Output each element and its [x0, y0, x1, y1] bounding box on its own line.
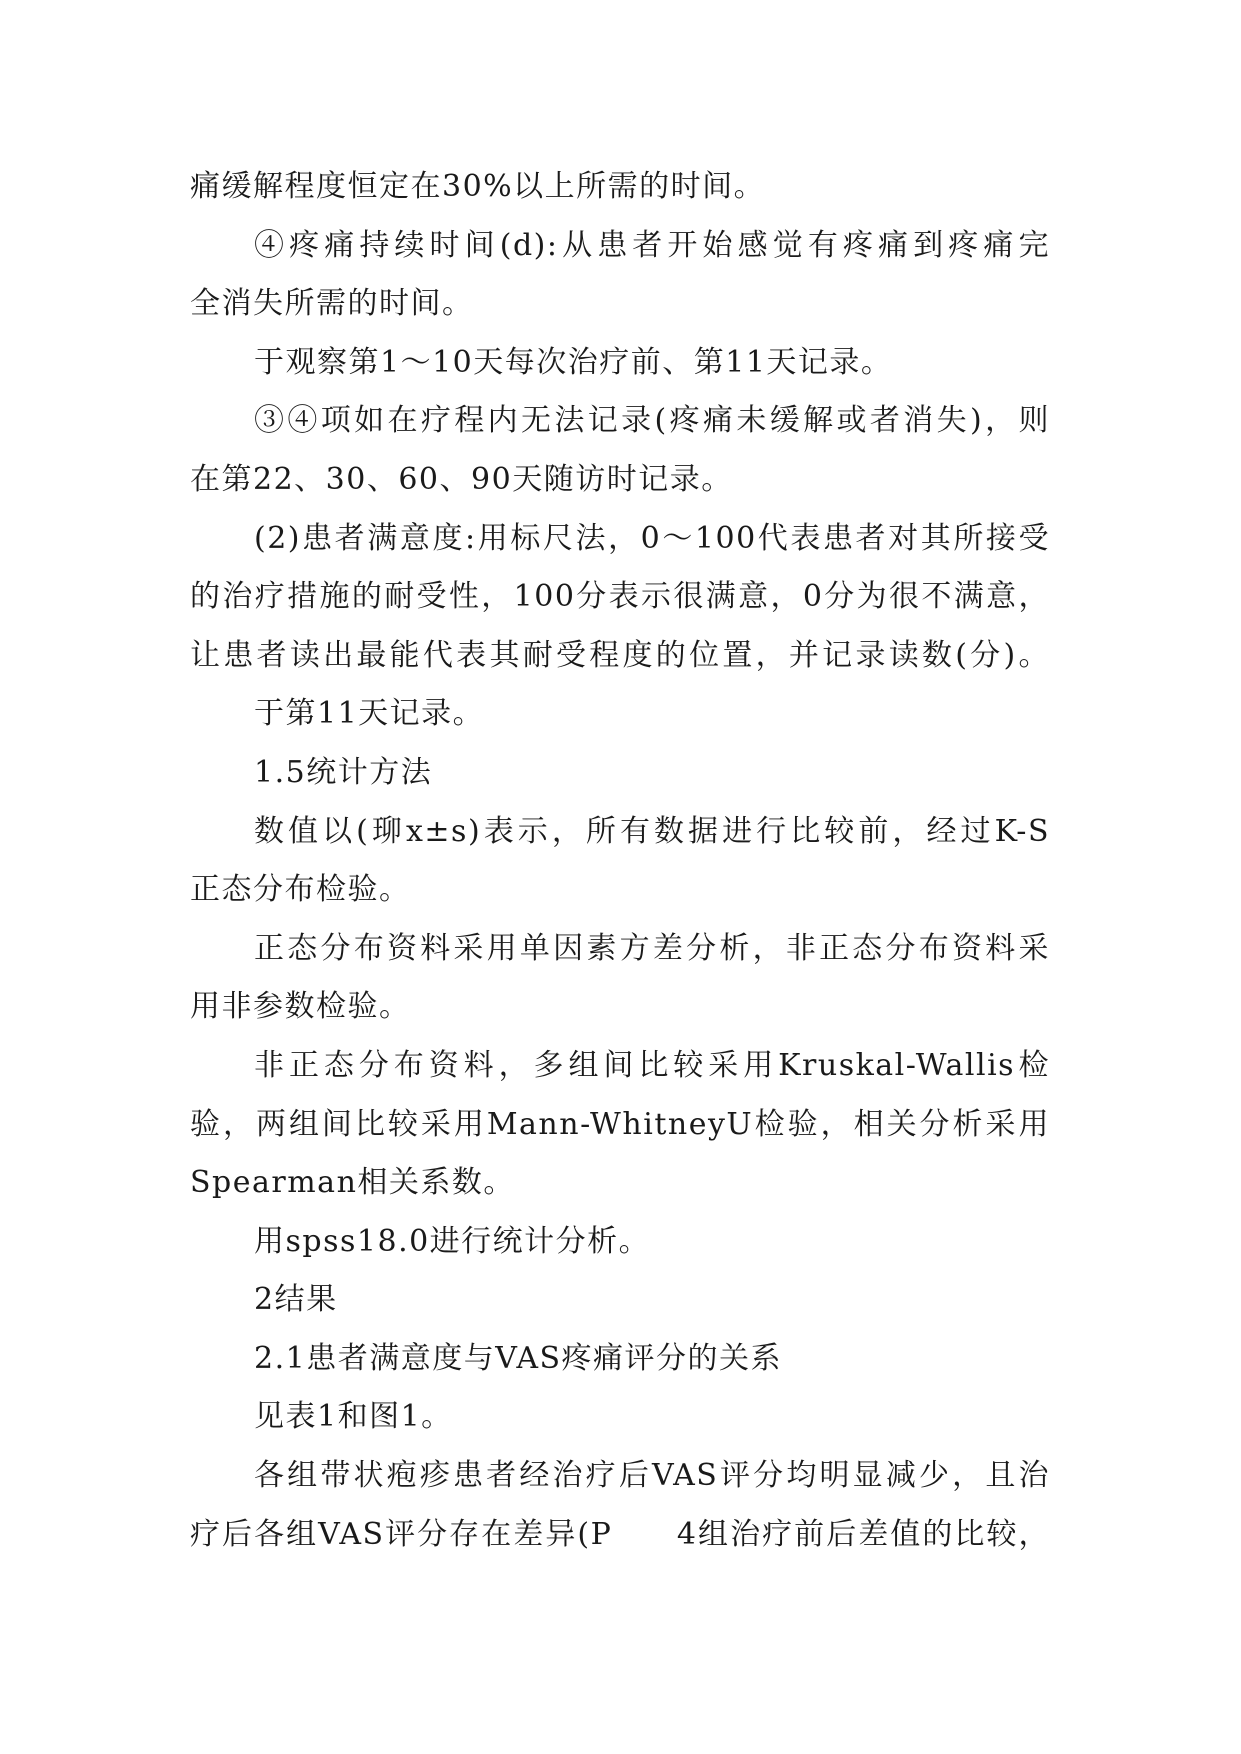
text-line: (2)患者满意度:用标尺法，0～100代表患者对其所接受 [254, 520, 1050, 556]
text-line: 验，两组间比较采用Mann-WhitneyU检验，相关分析采用 [190, 1106, 1050, 1142]
text-line: 疗后各组VAS评分存在差异(P 4组治疗前后差值的比较， [190, 1516, 1050, 1552]
text-line: 各组带状疱疹患者经治疗后VAS评分均明显减少，且治 [254, 1458, 1050, 1494]
text-line: 正态分布资料采用单因素方差分析，非正态分布资料采 [254, 930, 1050, 966]
text-line: 于第11天记录。 [254, 696, 485, 732]
text-line: 非正态分布资料，多组间比较采用Kruskal-Wallis检 [254, 1047, 1050, 1083]
text-line: Spearman相关系数。 [190, 1165, 515, 1201]
text-line: 见表1和图1。 [254, 1399, 453, 1435]
text-line: 痛缓解程度恒定在30%以上所需的时间。 [190, 169, 766, 204]
section-heading: 1.5统计方法 [254, 754, 433, 790]
text-line: 全消失所需的时间。 [190, 286, 474, 322]
text-line: 于观察第1～10天每次治疗前、第11天记录。 [254, 344, 893, 380]
text-line: 数值以(珋x±s)表示，所有数据进行比较前，经过K-S [254, 813, 1050, 849]
document-body [190, 158, 1050, 1564]
section-heading: 2结果 [254, 1282, 338, 1318]
text-line: 用spss18.0进行统计分析。 [254, 1223, 651, 1259]
text-line: 在第22、30、60、90天随访时记录。 [190, 461, 733, 497]
text-line: 正态分布检验。 [190, 872, 411, 908]
section-heading: 2.1患者满意度与VAS疼痛评分的关系 [254, 1340, 783, 1376]
text-line: ④疼痛持续时间(d):从患者开始感觉有疼痛到疼痛完 [254, 227, 1050, 263]
text-line: 让患者读出最能代表其耐受程度的位置，并记录读数(分)。 [190, 637, 1050, 673]
text-line: ③④项如在疗程内无法记录(疼痛未缓解或者消失)，则 [254, 403, 1050, 439]
text-line: 的治疗措施的耐受性，100分表示很满意，0分为很不满意， [190, 579, 1050, 615]
text-line: 用非参数检验。 [190, 989, 411, 1025]
